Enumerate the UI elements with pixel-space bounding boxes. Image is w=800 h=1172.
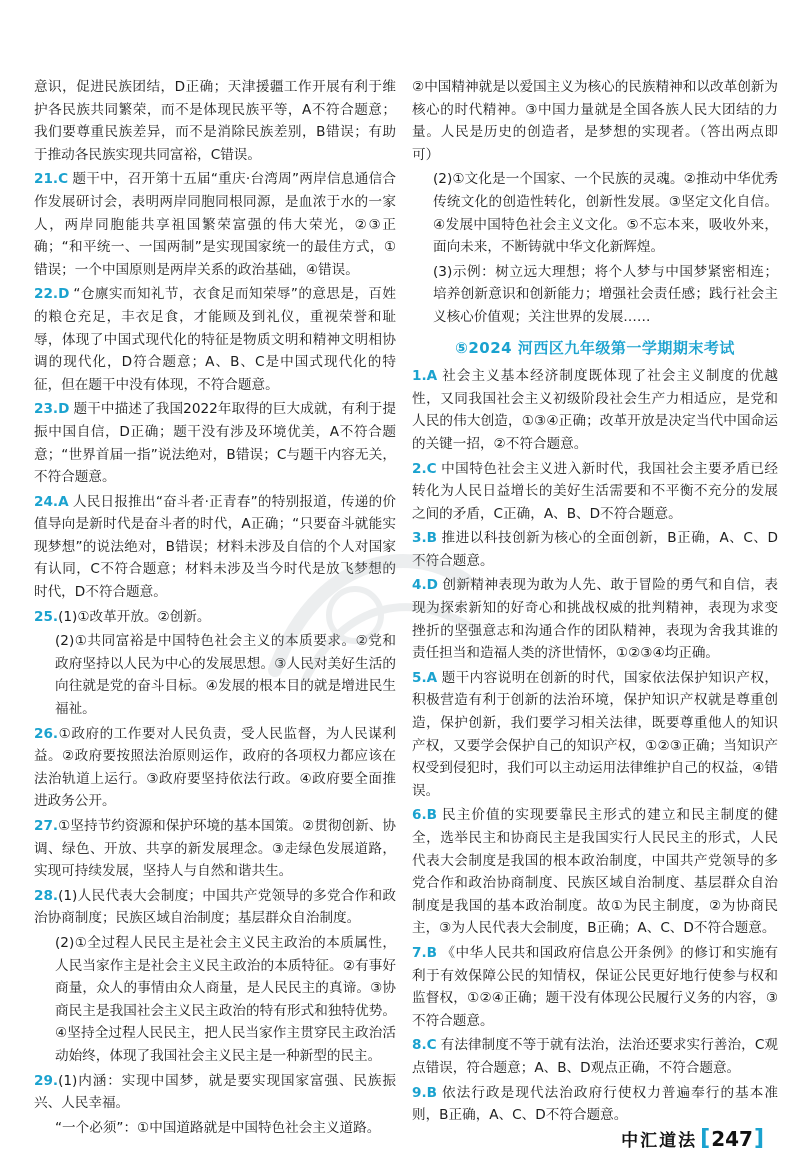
answer-text-line: 中国命运的关键一招，②不符合题意。 bbox=[412, 413, 779, 452]
answer-text-line: ①坚持节约资源和保护环境的基本国策。②贯彻创新、 bbox=[58, 818, 383, 834]
question-number: 4. bbox=[412, 577, 427, 594]
question-number: 6. bbox=[412, 807, 427, 824]
answer-entry bbox=[34, 932, 396, 1068]
answer-text-line: 人民幸福。 bbox=[61, 1095, 130, 1112]
answer-entry bbox=[412, 365, 778, 455]
answer-text-line: 础，④错误。 bbox=[278, 261, 359, 278]
answer-text-line: 有事好商量，众人的事情由众人商量，是人民民主的真 bbox=[55, 957, 397, 997]
answer-text-line: 生活的向往就是党的奋斗目标。④发展的根本目的就 bbox=[55, 655, 397, 695]
answer-entry bbox=[412, 458, 778, 526]
right-column-top bbox=[412, 76, 778, 329]
answer-text-line: 题意；我们要尊重民族差异，而不是消除民族差别，B错 bbox=[34, 101, 396, 141]
answer-text-line: 健全，选举民主和协商民主是我国实行人民民主的形式， bbox=[412, 807, 778, 846]
answer-text-line: 最佳方式，①错误；一个中国原则是两岸关系的政治基 bbox=[34, 239, 397, 278]
bracket-left: [ bbox=[700, 1126, 711, 1151]
answer-letter: B bbox=[426, 944, 437, 961]
answer-text-line: 培养创新意识和创新能力；增强社会责任感；践行社会 bbox=[433, 286, 765, 303]
answer-entry bbox=[412, 76, 778, 166]
answer-text-line: 与权和监督权，①②④正确；题干没有体现公民履行义务 bbox=[412, 967, 779, 1007]
question-number: 2. bbox=[412, 460, 427, 477]
answer-letter: D bbox=[426, 577, 438, 594]
footer-brand: 中汇道法 bbox=[621, 1131, 698, 1151]
answer-text-line: 推进以科技创新为核心的全面创新，B正确，A、C、D bbox=[441, 530, 778, 547]
answer-text-line: 《中华人民共和国政府信息公开条例》的修订和实施 bbox=[441, 944, 765, 961]
answer-text-line: 政治协商制度；民族区域自治制度；基层群众自治制度。 bbox=[34, 887, 396, 927]
answer-text-line: 人的知识产权，又要学会保护自己的知识产权，①②③正 bbox=[412, 715, 779, 754]
answer-text-line: 人民大团结的力量。人民是历史的创造者，是梦想的实 bbox=[412, 101, 779, 141]
answer-text-line: 种新型的民主。 bbox=[286, 1047, 382, 1064]
answer-text-line: 性，人民当家作主是社会主义民主政治的本质特征。② bbox=[55, 934, 397, 974]
answer-entry bbox=[412, 1034, 778, 1079]
page-footer bbox=[621, 1126, 764, 1151]
answer-text-line: 权，积极营造有利于创新的法治环境，保护知识产权就是 bbox=[412, 669, 779, 709]
answer-text-line: 斗就能实现梦想”的说法绝对，B错误；材料未涉及自信 bbox=[34, 516, 397, 555]
answer-text-line: (1)人民代表大会制度；中国共产党领导的多党合作和 bbox=[58, 887, 383, 904]
answer-text-line: 社会主义基本经济制度既体现了社会主义制度的优 bbox=[441, 368, 765, 385]
answer-text-line: 该在法治轨道上运行。③政府要坚持依法行政。④政 bbox=[34, 748, 397, 787]
answer-text-line: 明相协调的现代化，D符合题意；A、B、C是中国式现代化的 bbox=[34, 331, 397, 371]
answer-text-line: ①政府的工作要对人民负责，受人民监督，为人民谋利 bbox=[58, 725, 396, 742]
answer-text-line: (3)示例：树立远大理想；将个人梦与中国梦紧密相连； bbox=[433, 263, 778, 280]
answer-entry bbox=[412, 804, 778, 940]
answer-text-line: 有法律制度不等于就有法治，法治还要求实行善治， bbox=[440, 1037, 755, 1054]
answer-text-line: 自己的权益，④错误。 bbox=[412, 760, 779, 799]
answer-text-line: 谛。③协商民主是我国社会主义民主政治的特有形式 bbox=[55, 980, 397, 1019]
answer-text-line: 的价值导向是新时代是奋斗者的时代，A正确；“只要奋 bbox=[34, 493, 397, 533]
question-number: 21. bbox=[34, 171, 59, 188]
answer-entry bbox=[34, 1070, 396, 1115]
answer-text-line: 已经转化为人民日益增长的美好生活需要和不平衡不充 bbox=[412, 460, 779, 500]
answer-letter: D bbox=[58, 286, 70, 303]
question-number: 25. bbox=[34, 608, 59, 625]
answer-text-line: 分的发展之间的矛盾，C正确，A、B、D不符合题意。 bbox=[412, 483, 779, 522]
question-number: 22. bbox=[34, 286, 59, 303]
answer-text-line: 人民代表大会制度是我国的根本政治制度，中国共产党 bbox=[412, 830, 779, 869]
answer-text-line: 依法行政是现代法治政府行使权力普遍奉行的基本 bbox=[441, 1084, 765, 1101]
answer-text-line: “一个必须”：①中国道路就是中国特色社会主义道路。 bbox=[55, 1119, 381, 1136]
answer-text-line: 耻辱，体现了中国式现代化的特征是物质文明和精神文 bbox=[34, 308, 396, 348]
question-number: 28. bbox=[34, 887, 59, 904]
answer-text-line: ②中国精神就是以爱国主义为核心的民族精神和以改 bbox=[412, 79, 724, 95]
answer-text-line: (2)①文化是一个国家、一个民族的灵魂。②推动中华 bbox=[433, 171, 751, 188]
answer-text-line: 越性，又同我国社会主义初级阶段社会生产力相适应，是 bbox=[412, 368, 778, 407]
answer-text-line: (2)①全过程人民民主是社会主义民主政治的本质属 bbox=[55, 934, 369, 951]
answer-text-line: 题干中描述了我国2022年取得的巨大成就，有利 bbox=[73, 401, 369, 418]
answer-text-line: 舍我其谁的责任担当和造福人类的济世情怀，①②③④ bbox=[412, 622, 779, 662]
question-number: 3. bbox=[412, 530, 427, 547]
answer-text-line: 维护各民族共同繁荣，而不是体现民族平等，A不符合 bbox=[34, 79, 396, 118]
answer-text-line: 的个人对国家有认同，C不符合题意；材料未涉及当 bbox=[34, 538, 397, 578]
answer-text-line: 确；当知识产权受到侵犯时，我们可以主动运用法律维护 bbox=[412, 737, 779, 777]
answer-text-line: 中国特色社会主义进入新时代，我国社会主要矛盾 bbox=[440, 460, 751, 477]
watermark-logo-icon bbox=[235, 520, 505, 710]
answer-entry bbox=[34, 76, 396, 166]
answer-text-line: 水的一家人，两岸同胞能共享祖国繁荣富强的伟大荣 bbox=[34, 193, 397, 233]
answer-entry bbox=[412, 261, 778, 329]
answer-text-line: 不符合题意。 bbox=[412, 552, 494, 569]
answer-text-line: 革创新为核心的时代精神。③中国力量就是全国各族 bbox=[412, 79, 779, 118]
answer-text-line: 均正确。 bbox=[664, 645, 720, 662]
question-number: 7. bbox=[412, 944, 427, 961]
section-title: ⑤2024 河西区九年级第一学期期末考试 bbox=[455, 338, 735, 357]
answer-text-line: 意识，促进民族团结，D正确；天津援疆工作开展有利于 bbox=[34, 79, 383, 95]
answer-text-line: 于提振中国自信，D正确；题干没有涉及环境优美，A不 bbox=[34, 401, 397, 440]
answer-text-line: 符合题意；“世界首届一指”说法绝对，B错误；C与题干 bbox=[34, 423, 397, 463]
answer-entry bbox=[412, 1082, 778, 1127]
answer-text-line: 主义核心价值观；关注世界的发展…… bbox=[433, 286, 778, 325]
question-number: 5. bbox=[412, 669, 427, 686]
question-number: 26. bbox=[34, 725, 59, 742]
answer-text-line: 自信。④发展中国特色社会主义文化。⑤不忘本来，吸 bbox=[433, 193, 778, 233]
answer-letter: C bbox=[58, 171, 69, 188]
answer-text-line: 路，实现可持续发展，坚持人与自然和谐共生。 bbox=[34, 840, 397, 880]
answer-text-line: 为求变挫折的坚强意志和沟通合作的团队精神，表现为 bbox=[412, 600, 779, 639]
answer-text-line: 度，②为协商民主，③为人民代表大会制度，B正确；A、 bbox=[412, 897, 779, 937]
answer-entry bbox=[34, 723, 396, 813]
answer-text-line: 特征，但在题干中没有体现，不符合题意。 bbox=[34, 354, 396, 393]
answer-text-line: 今时代是放飞梦想的时代，D不符合题意。 bbox=[34, 561, 397, 601]
answer-text-line: 和独特优势。④坚持全过程人民民主，把人民当家作主 bbox=[55, 1002, 397, 1042]
answer-entry bbox=[34, 885, 396, 930]
answer-text-line: 题干中，召开第十五届“重庆·台湾周”两岸信息通 bbox=[72, 171, 369, 188]
answer-text-line: 光，②③正确；“和平统一、一国两制”是实现国家统一的 bbox=[34, 216, 397, 256]
answer-text-line: 党和人民的伟大创造，①③④正确；改革开放是决定当代 bbox=[412, 390, 779, 430]
answer-entry bbox=[34, 283, 396, 396]
answer-text-line: 创新精神表现为敢为人先、敢于冒险的勇气和自信， bbox=[441, 577, 765, 594]
answer-text-line: 姓的粮仓充足，丰衣足食，才能顾及到礼仪，重视荣誉和 bbox=[34, 286, 396, 325]
answer-text-line: C、D不符合题意。 bbox=[660, 920, 776, 937]
right-column-bottom bbox=[412, 365, 778, 1127]
page-number: 247 bbox=[711, 1126, 753, 1151]
answer-text-line: (2)①共同富裕是中国特色社会主义的本质要求。②党 bbox=[55, 633, 383, 650]
answer-entry bbox=[34, 815, 396, 883]
answer-text-line: “仓廪实而知礼节，衣食足而知荣辱”的意思是，百 bbox=[73, 286, 383, 303]
answer-text-line: (1)①改革开放。②创新。 bbox=[58, 608, 211, 625]
answer-entry bbox=[412, 942, 778, 1032]
answer-text-line: 协调、绿色、开放、共享的新发展理念。③走绿色发展道 bbox=[34, 818, 396, 857]
answer-text-line: 内容无关，不符合题意。 bbox=[34, 446, 397, 486]
answer-text-line: 和政府坚持以人民为中心的发展思想。③人民对美好 bbox=[55, 633, 396, 672]
answer-entry bbox=[412, 168, 778, 258]
answer-text-line: 领导的多党合作和政治协商制度、民族区域自治制度、基 bbox=[412, 852, 779, 892]
answer-text-line: 有利于有效保障公民的知情权，保证公民更好地行使参 bbox=[412, 944, 778, 984]
answer-text-line: 的内容，③不符合题意。 bbox=[412, 990, 779, 1029]
answer-text-line: C观点错误，符合题意；A、B、D观点正确，不符合题意。 bbox=[412, 1037, 778, 1076]
answer-text-line: 人民日报推出“奋斗者·正青春”的特别报道，传递 bbox=[72, 493, 369, 510]
answer-text-line: 信合作发展研讨会，表明两岸同胞同根同源，是血浓于 bbox=[34, 171, 397, 210]
answer-text-line: 层群众自治制度是我国的基本政治制度。故①为民主制 bbox=[412, 875, 779, 914]
answer-text-line: 准则，B正确，A、C、D不符合题意。 bbox=[412, 1084, 778, 1124]
answer-letter: B bbox=[426, 1084, 437, 1101]
answer-letter: C bbox=[426, 1037, 437, 1054]
answer-text-line: 贯穿民主政治活动始终，体现了我国社会主义民主是一 bbox=[55, 1025, 396, 1064]
answer-text-line: 误；有助于推动各民族实现共同富裕，C错误。 bbox=[34, 124, 397, 163]
answer-letter: A bbox=[426, 368, 438, 385]
question-number: 1. bbox=[412, 368, 427, 385]
question-number: 9. bbox=[412, 1084, 427, 1101]
answer-letter: B bbox=[426, 530, 437, 547]
question-number: 8. bbox=[412, 1037, 427, 1054]
answer-letter: B bbox=[426, 807, 437, 824]
question-number: 23. bbox=[34, 401, 59, 418]
answer-text-line: 优秀传统文化的创造性转化，创新性发展。③坚定文化 bbox=[433, 171, 779, 210]
answer-text-line: 府要全面推进政务公开。 bbox=[34, 770, 397, 810]
answer-text-line: 现者。（答出两点即可） bbox=[412, 124, 779, 163]
question-number: 29. bbox=[34, 1072, 59, 1089]
answer-text-line: (1)内涵：实现中国梦，就是要实现国家富强、民族振兴、 bbox=[34, 1072, 396, 1112]
answer-entry bbox=[34, 398, 396, 488]
answer-text-line: 是增进民生福祉。 bbox=[55, 678, 397, 718]
question-number: 27. bbox=[34, 818, 59, 834]
question-number: 24. bbox=[34, 493, 59, 510]
answer-letter: A bbox=[58, 493, 69, 510]
answer-text-line: 表现为探索新知的好奇心和挑战权威的批判精神，表现 bbox=[412, 577, 778, 617]
answer-letter: D bbox=[58, 401, 70, 418]
answer-text-line: 益。②政府要按照法治原则运作，政府的各项权力都应 bbox=[34, 748, 369, 765]
answer-text-line: 尊重创造，保护创新，我们要学习相关法律，既要尊重他 bbox=[412, 692, 779, 732]
answer-text-line: 题干内容说明在创新的时代，国家依法保护知识产 bbox=[441, 669, 751, 686]
answer-letter: A bbox=[426, 669, 438, 686]
answer-text-line: 民主价值的实现要靠民主形式的建立和民主制度的 bbox=[441, 807, 765, 824]
answer-letter: C bbox=[426, 460, 437, 477]
bracket-right: ] bbox=[753, 1126, 764, 1151]
answer-entry bbox=[34, 1117, 396, 1140]
answer-text-line: 收外来，面向未来，不断铸就中华文化新辉煌。 bbox=[433, 216, 779, 256]
answer-entry bbox=[34, 168, 396, 281]
